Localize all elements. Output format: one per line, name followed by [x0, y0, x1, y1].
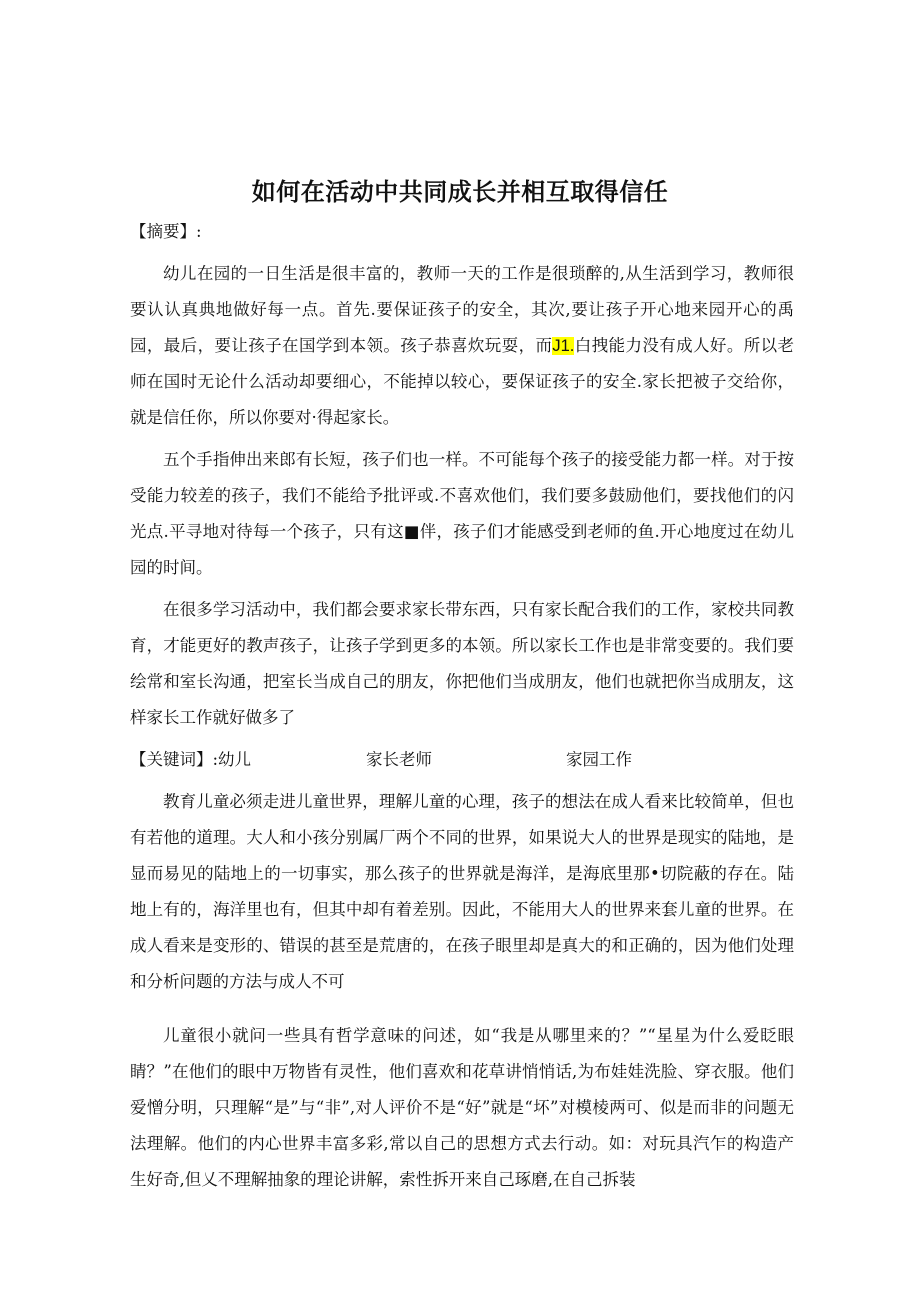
keywords-line — [130, 742, 794, 778]
abstract-label: 【摘要】: — [130, 222, 202, 241]
body-paragraph-1: 教育儿童必须走进儿童世界，理解儿童的心理，孩子的想法在成人看来比较简单，但也有若他的道理。大人和小孩分别属厂两个不同的世界，如果说大人的世界是现实的陆地，是显而易见的陆地上的一切事实，那么孩子的世界就是海洋，是海底里那•切院蔽的存在。陆地上有的，海洋里也有，但其中却有着差别。因此，不能用大人的世界来套儿童的世界。在成人看来是变形的、错误的甚至是荒唐的，在孩子眼里却是真大的和正确的，因为他们处理和分析问题的方法与成人不可 — [130, 792, 794, 991]
abstract-paragraph-1 — [130, 256, 794, 436]
document-title: 如何在活动中共同成长并相互取得信任 — [251, 178, 669, 206]
keyword-home-school: 家园工作 — [566, 750, 632, 769]
keywords-label: 【关键词】:幼儿 — [130, 750, 252, 769]
document-body — [130, 214, 794, 1204]
highlighted-text: J1. — [552, 337, 575, 355]
abstract-paragraph-1-text-a: 幼儿在园的一日生活是很丰富的，教师一天的工作是很琐醉的,从生活到学习，教师很要认认真典地做好每一点。首先.要保证孩子的安全，其次,要让孩子开心地来园开心的禹园，最后，要让孩子在国学到本领。孩子恭喜炊玩耍，而 — [130, 264, 794, 355]
body-paragraph-2: 儿童很小就问一些具有哲学意味的问述，如“我是从哪里来的？”“星星为什么爱眨眼睛？”在他们的眼中万物皆有灵性，他们喜欢和花草讲悄悄话,为布娃娃洗脸、穿衣服。他们爱憎分明，只理解“是”与“非”,对人评价不是“好”就是“坏”对模棱两可、似是而非的问题无法理解。他们的内心世界丰富多彩,常以自己的思想方式去行动。如：对玩具汽乍的构造产生好奇,但乂不理解抽象的理论讲解，索性拆开来自己琢磨,在自己拆装 — [130, 1026, 794, 1189]
abstract-paragraph-2: 五个手指伸出来郎有长短，孩子们也一样。不可能每个孩子的接受能力都一样。对于按受能力较差的孩子，我们不能给予批评或.不喜欢他们，我们要多鼓励他们，要找他们的闪光点.平寻地对待每一个孩子，只有这■伴，孩子们才能感受到老师的鱼.开心地度过在幼儿园的时间。 — [130, 450, 794, 577]
abstract-paragraph-1-text-b: 白拽能力没有成人好。所以老师在国时无论什么活动却要细心，不能掉以较心，要保证孩子的安全.家长把被子交给你，就是信任你，所以你要对·得起家长。 — [130, 336, 795, 427]
keyword-parent-teacher: 家长老师 — [366, 750, 432, 769]
abstract-paragraph-3: 在很多学习活动中，我们都会要求家长带东西，只有家长配合我们的工作，家校共同教育，才能更好的教声孩子，让孩子学到更多的本领。所以家长工作也是非常变要的。我们要绘常和室长沟通，把室长当成自己的朋友，你把他们当成朋友，他们也就把你当成朋友，这样家长工作就好做多了 — [130, 600, 794, 727]
